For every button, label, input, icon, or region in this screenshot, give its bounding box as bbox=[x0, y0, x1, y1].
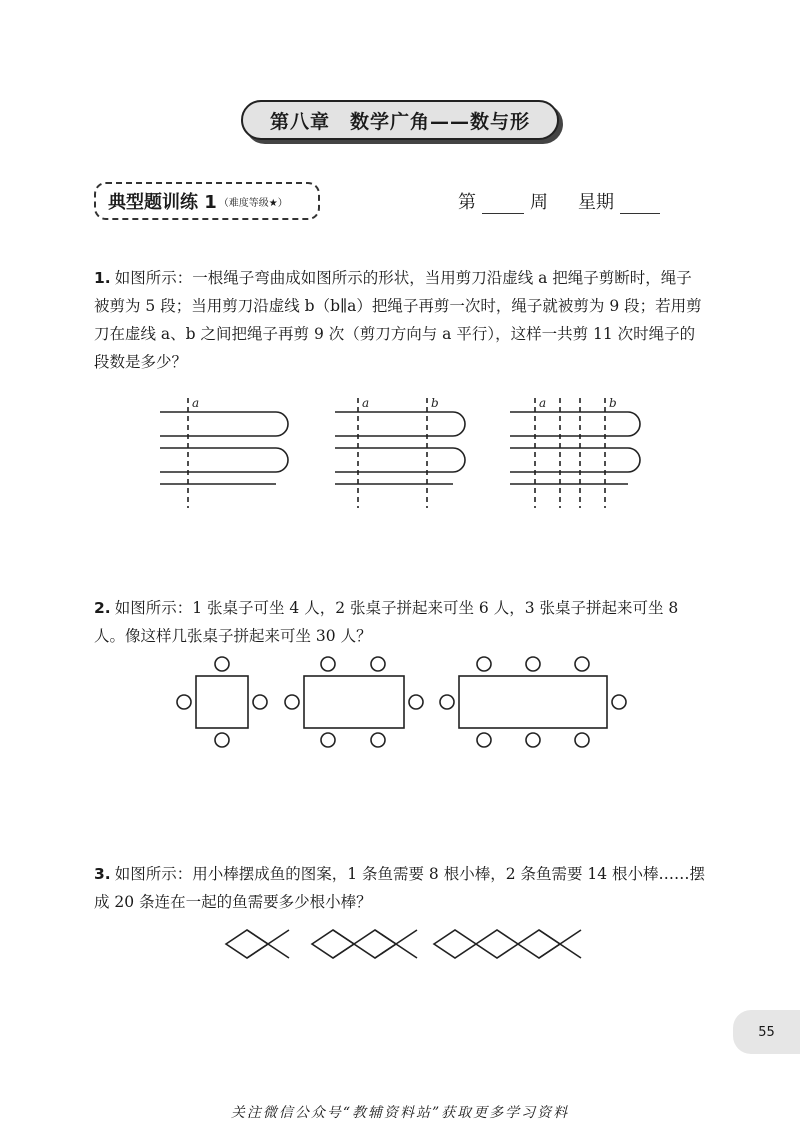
question-2 bbox=[94, 594, 706, 650]
chapter-banner bbox=[241, 100, 559, 140]
question-3-text: 如图所示：用小棒摆成鱼的图案，1 条鱼需要 8 根小棒，2 条鱼需要 14 根小棒……摆成 20 条连在一起的鱼需要多少根小棒？ bbox=[94, 865, 706, 911]
table-3 bbox=[459, 676, 607, 728]
question-3 bbox=[94, 860, 706, 916]
chapter-title: 第八章 数学广角——数与形 bbox=[241, 100, 559, 140]
practice-title: 典型题训练 1 bbox=[108, 192, 217, 213]
rope-figure-3 bbox=[510, 398, 640, 508]
week-day-line bbox=[458, 188, 666, 214]
week-xingqi: 星期 bbox=[578, 192, 614, 213]
fish-bodies bbox=[434, 930, 560, 958]
footer-note: 关注微信公众号“教辅资料站”获取更多学习资料 bbox=[230, 1105, 570, 1121]
practice-heading bbox=[94, 182, 320, 220]
question-2-text: 如图所示：1 张桌子可坐 4 人，2 张桌子拼起来可坐 6 人，3 张桌子拼起来可坐 8 人。像这样几张桌子拼起来可坐 30 人？ bbox=[94, 599, 679, 645]
label-a-1: a bbox=[192, 396, 200, 410]
question-1 bbox=[94, 264, 706, 376]
table-figures bbox=[0, 650, 800, 750]
seat bbox=[575, 733, 589, 747]
seat bbox=[215, 657, 229, 671]
question-1-text: 如图所示：一根绳子弯曲成如图所示的形状，当用剪刀沿虚线 a 把绳子剪断时，绳子被剪为 5 段；当用剪刀沿虚线 b（b∥a）把绳子再剪一次时，绳子就被剪为 9 段；若用剪刀在虚线 a、b 之间把绳子再剪 9 次（剪刀方向与 a 平行），这样一共剪 11 次时绳子的段数是多少？ bbox=[94, 269, 702, 371]
seat bbox=[526, 733, 540, 747]
question-1-number: 1. bbox=[94, 269, 111, 287]
seat bbox=[440, 695, 454, 709]
rope-figure-1 bbox=[160, 398, 288, 508]
label-b-3: b bbox=[609, 396, 617, 410]
page-number: 55 bbox=[733, 1010, 800, 1054]
seat bbox=[285, 695, 299, 709]
seat bbox=[253, 695, 267, 709]
seat bbox=[371, 733, 385, 747]
seat bbox=[409, 695, 423, 709]
question-2-number: 2. bbox=[94, 599, 111, 617]
fish-tails bbox=[539, 930, 581, 958]
question-3-number: 3. bbox=[94, 865, 111, 883]
rope-path-1 bbox=[160, 412, 288, 484]
seat bbox=[321, 733, 335, 747]
rope-figures bbox=[0, 380, 800, 530]
fish-tail bbox=[247, 930, 289, 958]
seat bbox=[177, 695, 191, 709]
week-di: 第 bbox=[458, 192, 476, 213]
fish-body bbox=[226, 930, 268, 958]
practice-difficulty: （难度等级★） bbox=[218, 197, 288, 209]
seat bbox=[215, 733, 229, 747]
label-a-2: a bbox=[362, 396, 370, 410]
label-a-3: a bbox=[539, 396, 547, 410]
fish-tails bbox=[333, 930, 417, 958]
fish-figures bbox=[0, 920, 800, 980]
seat bbox=[477, 733, 491, 747]
seat bbox=[526, 657, 540, 671]
label-b-2: b bbox=[431, 396, 439, 410]
rope-figure-2 bbox=[335, 398, 465, 508]
seat bbox=[477, 657, 491, 671]
seat bbox=[575, 657, 589, 671]
seat bbox=[321, 657, 335, 671]
seat bbox=[371, 657, 385, 671]
weekday-blank bbox=[620, 193, 660, 214]
week-blank bbox=[482, 193, 524, 214]
rope-path-2 bbox=[335, 412, 465, 484]
table-1 bbox=[196, 676, 248, 728]
table-2 bbox=[304, 676, 404, 728]
week-zhou: 周 bbox=[530, 192, 548, 213]
rope-path-3 bbox=[510, 412, 640, 484]
seat bbox=[612, 695, 626, 709]
